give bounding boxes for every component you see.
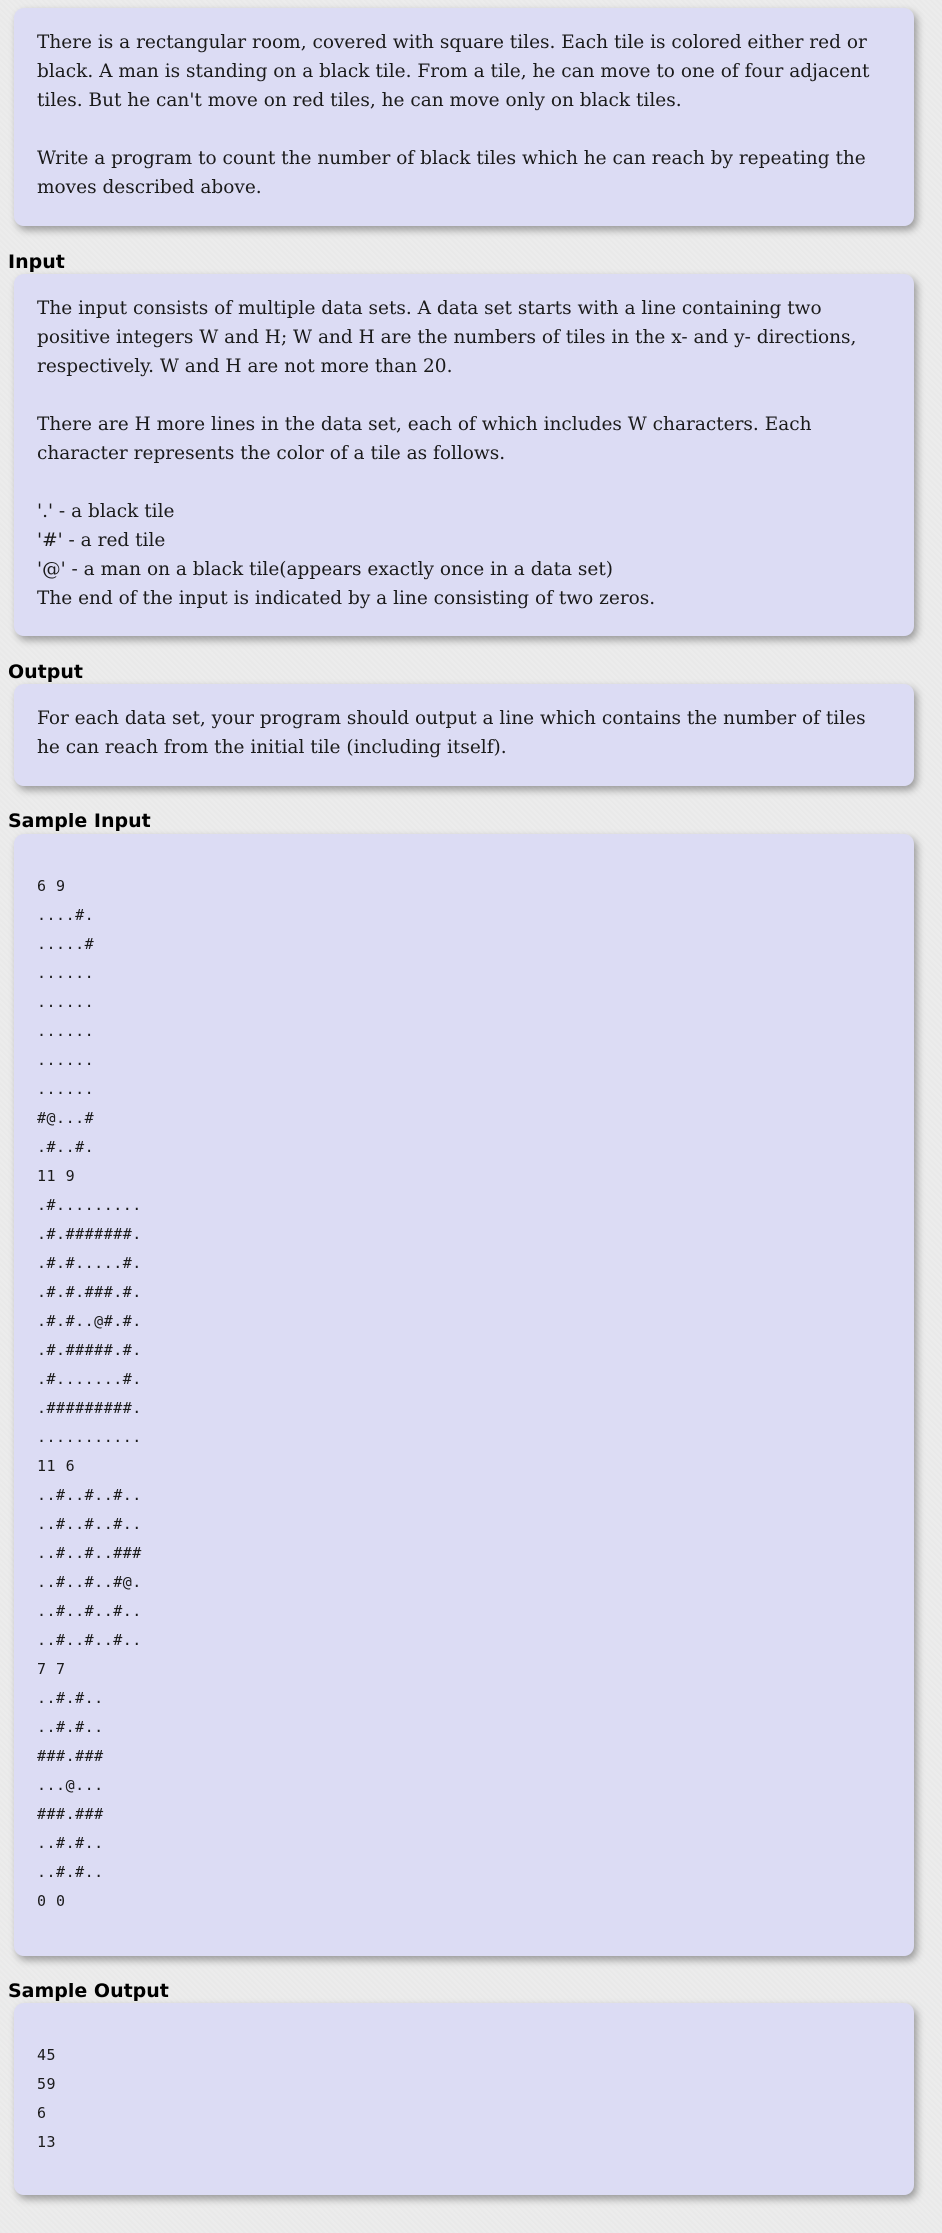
sample-input-line: ###.### [37,1747,104,1765]
sample-output-line: 59 [37,2075,57,2093]
sample-input-line: ..#..#..#.. [37,1602,142,1620]
sample-input-line: ..#..#..#.. [37,1631,142,1649]
sample-input-line: #@...# [37,1109,95,1127]
input-paragraph: The input consists of multiple data sets. A data set starts with a line containing two positive integers W and H; W and H are the numbers of tiles in the x- and y- directions, respectively. W and H are not more than 20. [37,298,857,377]
description-paragraph: There is a rectangular room, covered with square tiles. Each tile is colored either red or black. A man is standing on a black tile. From a tile, he can move to one of four adjacent tiles. But he can't move on red tiles, he can move only on black tiles. [37,32,870,111]
legend-line: '.' - a black tile [37,501,175,522]
sample-input-line: .#.#.....#. [37,1254,142,1272]
sample-input-line: .#......... [37,1196,142,1214]
sample-input-line: ..#.#.. [37,1718,104,1736]
sample-input-line: .#########. [37,1399,142,1417]
sample-output-panel [14,2003,914,2195]
sample-input-line: ...... [37,1022,95,1040]
sample-input-line: ...... [37,1051,95,1069]
sample-input-line: 11 9 [37,1167,76,1185]
input-text [14,274,914,613]
sample-output-heading: Sample Output [8,1980,169,2002]
sample-input-line: 7 7 [37,1660,66,1678]
sample-input-line: ...... [37,964,95,982]
sample-input-line: .....# [37,935,95,953]
sample-output-line: 13 [37,2133,57,2151]
sample-input-line: .#..#. [37,1138,95,1156]
legend-line: The end of the input is indicated by a line consisting of two zeros. [37,588,656,609]
sample-input-line: ....#. [37,906,95,924]
sample-input-line: .#.#######. [37,1225,142,1243]
sample-output-line: 6 [37,2104,47,2122]
sample-input-line: ..#.#.. [37,1834,104,1852]
sample-input-line: ..#..#..#@. [37,1573,142,1591]
sample-output-line: 45 [37,2046,57,2064]
sample-input-panel [14,834,914,1956]
input-panel [14,274,914,636]
sample-input-heading: Sample Input [8,810,151,832]
sample-input-line: ..#..#..#.. [37,1515,142,1533]
sample-input-line: .#.#.###.#. [37,1283,142,1301]
sample-input-line: ...... [37,993,95,1011]
sample-input-line: ........... [37,1428,142,1446]
output-paragraph: For each data set, your program should output a line which contains the number of tiles he can reach from the initial tile (including itself). [37,708,866,758]
output-panel [14,684,914,786]
sample-input-line: ..#..#..#.. [37,1486,142,1504]
sample-input-line: .#.#####.#. [37,1341,142,1359]
input-paragraph: There are H more lines in the data set, each of which includes W characters. Each character represents the color of a tile as follows. [37,414,812,464]
legend-line: '@' - a man on a black tile(appears exactly once in a data set) [37,559,614,580]
sample-input-line: ###.### [37,1805,104,1823]
sample-output-code [14,2003,914,2157]
input-heading: Input [8,251,65,273]
output-heading: Output [8,661,83,683]
sample-input-line: 6 9 [37,877,66,895]
sample-input-line: .#.......#. [37,1370,142,1388]
description-text [14,8,914,202]
output-text [14,684,914,762]
sample-input-code [14,834,914,1916]
sample-input-line: .#.#..@#.#. [37,1312,142,1330]
sample-input-line: 11 6 [37,1457,76,1475]
sample-input-line: ..#.#.. [37,1689,104,1707]
sample-input-line: ...@... [37,1776,104,1794]
sample-input-line: 0 0 [37,1892,66,1910]
sample-input-line: ..#..#..### [37,1544,142,1562]
description-panel [14,8,914,226]
description-paragraph: Write a program to count the number of black tiles which he can reach by repeating the moves described above. [37,148,866,198]
sample-input-line: ..#.#.. [37,1863,104,1881]
sample-input-line: ...... [37,1080,95,1098]
legend-line: '#' - a red tile [37,530,166,551]
